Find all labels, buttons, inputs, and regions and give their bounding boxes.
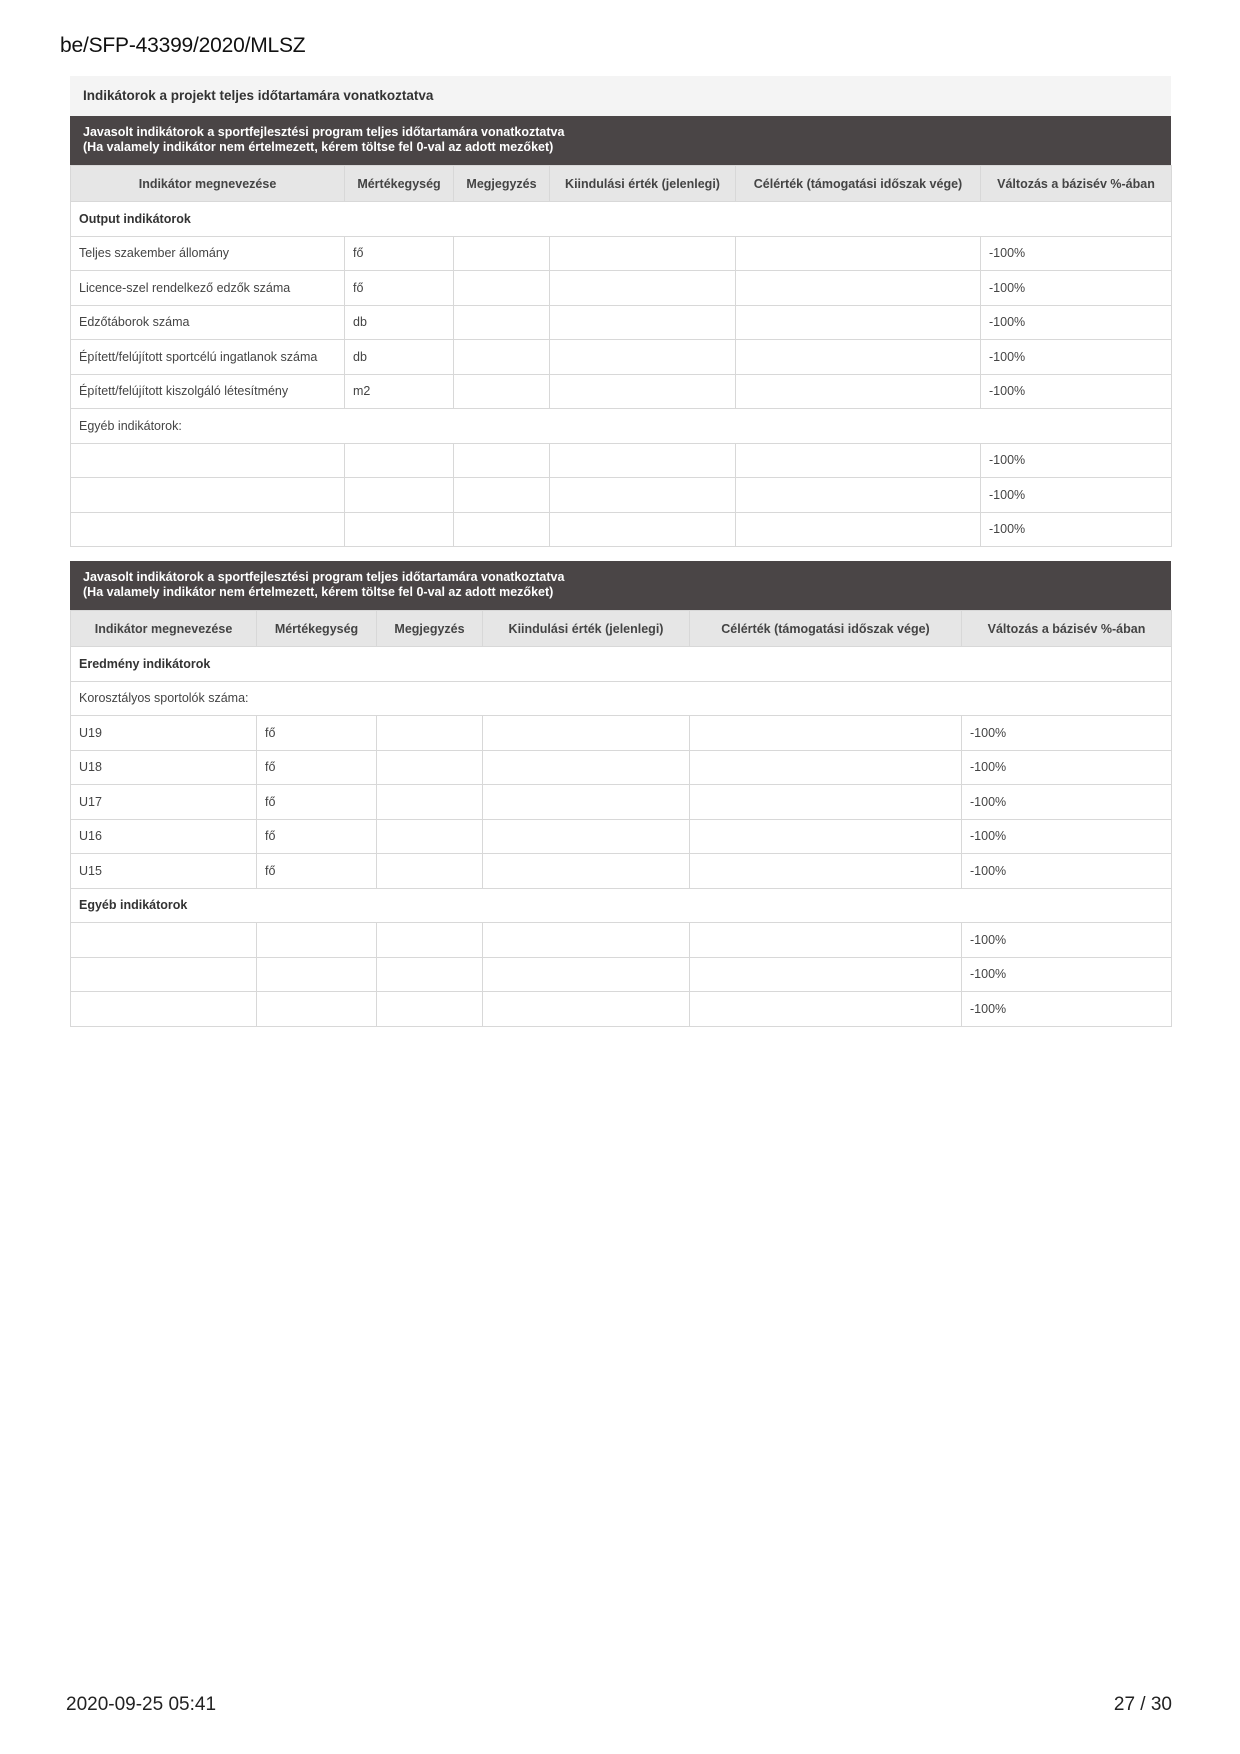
indicator-unit: fő [257, 716, 377, 751]
note-cell[interactable] [454, 512, 550, 547]
col-baseline: Kiindulási érték (jelenlegi) [550, 166, 736, 202]
indicator-name: Teljes szakember állomány [71, 236, 345, 271]
note-cell[interactable] [454, 271, 550, 306]
indicator-unit: fő [257, 785, 377, 820]
baseline-cell[interactable] [550, 340, 736, 375]
table-row [71, 819, 1172, 854]
table-row [71, 716, 1172, 751]
document-id: be/SFP-43399/2020/MLSZ [60, 34, 306, 57]
baseline-cell[interactable] [550, 443, 736, 478]
change-cell: -100% [981, 271, 1172, 306]
target-cell[interactable] [690, 854, 962, 889]
table-header-row [71, 166, 1172, 202]
group-result-label: Eredmény indikátorok [71, 647, 1172, 682]
change-cell: -100% [981, 512, 1172, 547]
table-row [71, 340, 1172, 375]
target-cell[interactable] [736, 305, 981, 340]
indicator-name-cell[interactable] [71, 512, 345, 547]
indicator-name: U18 [71, 750, 257, 785]
table2-header-line2: (Ha valamely indikátor nem értelmezett, kérem töltse fel 0-val az adott mezőket) [83, 585, 554, 599]
baseline-cell[interactable] [483, 992, 690, 1027]
indicator-unit-cell[interactable] [345, 478, 454, 513]
baseline-cell[interactable] [483, 957, 690, 992]
baseline-cell[interactable] [550, 374, 736, 409]
note-cell[interactable] [454, 236, 550, 271]
baseline-cell[interactable] [550, 305, 736, 340]
baseline-cell[interactable] [483, 716, 690, 751]
indicator-name: Edzőtáborok száma [71, 305, 345, 340]
table-row [71, 512, 1172, 547]
col-baseline: Kiindulási érték (jelenlegi) [483, 611, 690, 647]
target-cell[interactable] [736, 236, 981, 271]
table-row [71, 374, 1172, 409]
result-indicators-table [70, 610, 1172, 1027]
note-cell[interactable] [377, 819, 483, 854]
table-row [71, 478, 1172, 513]
group-row [71, 409, 1172, 444]
change-cell: -100% [981, 236, 1172, 271]
table-gap [70, 547, 1171, 561]
baseline-cell[interactable] [483, 750, 690, 785]
table-row [71, 271, 1172, 306]
table-row [71, 992, 1172, 1027]
indicator-name-cell[interactable] [71, 992, 257, 1027]
subgroup-label: Korosztályos sportolók száma: [71, 681, 1172, 716]
baseline-cell[interactable] [483, 785, 690, 820]
indicator-name: U16 [71, 819, 257, 854]
table-row [71, 957, 1172, 992]
indicator-unit-cell[interactable] [257, 923, 377, 958]
indicator-name-cell[interactable] [71, 443, 345, 478]
table-row [71, 305, 1172, 340]
indicator-unit-cell[interactable] [345, 443, 454, 478]
change-cell: -100% [962, 992, 1172, 1027]
col-change: Változás a bázisév %-ában [962, 611, 1172, 647]
change-cell: -100% [962, 750, 1172, 785]
target-cell[interactable] [736, 374, 981, 409]
baseline-cell[interactable] [483, 923, 690, 958]
col-name: Indikátor megnevezése [71, 611, 257, 647]
note-cell[interactable] [454, 340, 550, 375]
section-title: Indikátorok a projekt teljes időtartamára vonatkoztatva [70, 76, 1171, 116]
target-cell[interactable] [690, 923, 962, 958]
target-cell[interactable] [736, 478, 981, 513]
baseline-cell[interactable] [550, 478, 736, 513]
indicator-unit: fő [345, 236, 454, 271]
group-other-label: Egyéb indikátorok [71, 888, 1172, 923]
change-cell: -100% [962, 923, 1172, 958]
table-row [71, 443, 1172, 478]
note-cell[interactable] [377, 992, 483, 1027]
output-indicators-table [70, 165, 1172, 547]
indicator-unit: fő [345, 271, 454, 306]
table2-header [70, 561, 1171, 610]
indicators-content [70, 76, 1171, 1027]
baseline-cell[interactable] [550, 236, 736, 271]
table-row [71, 785, 1172, 820]
table-row [71, 923, 1172, 958]
indicator-unit: fő [257, 750, 377, 785]
indicator-name: Épített/felújított sportcélú ingatlanok száma [71, 340, 345, 375]
indicator-name: U15 [71, 854, 257, 889]
group-row [71, 647, 1172, 682]
note-cell[interactable] [377, 854, 483, 889]
indicator-name: U17 [71, 785, 257, 820]
col-change: Változás a bázisév %-ában [981, 166, 1172, 202]
indicator-name: U19 [71, 716, 257, 751]
table2-header-line1: Javasolt indikátorok a sportfejlesztési program teljes időtartamára vonatkoztatva [83, 570, 565, 584]
group-row [71, 888, 1172, 923]
baseline-cell[interactable] [550, 512, 736, 547]
table1-header-line2: (Ha valamely indikátor nem értelmezett, kérem töltse fel 0-val az adott mezőket) [83, 140, 554, 154]
change-cell: -100% [981, 305, 1172, 340]
change-cell: -100% [962, 785, 1172, 820]
indicator-name: Épített/felújított kiszolgáló létesítmény [71, 374, 345, 409]
target-cell[interactable] [690, 716, 962, 751]
col-note: Megjegyzés [377, 611, 483, 647]
indicator-unit: fő [257, 819, 377, 854]
col-unit: Mértékegység [345, 166, 454, 202]
target-cell[interactable] [736, 512, 981, 547]
target-cell[interactable] [736, 340, 981, 375]
indicator-name-cell[interactable] [71, 957, 257, 992]
group-row [71, 202, 1172, 237]
col-target: Célérték (támogatási időszak vége) [690, 611, 962, 647]
change-cell: -100% [962, 716, 1172, 751]
note-cell[interactable] [377, 957, 483, 992]
group-other-label: Egyéb indikátorok: [71, 409, 1172, 444]
change-cell: -100% [981, 443, 1172, 478]
footer-timestamp: 2020-09-25 05:41 [66, 1694, 217, 1715]
change-cell: -100% [981, 478, 1172, 513]
note-cell[interactable] [454, 374, 550, 409]
change-cell: -100% [981, 340, 1172, 375]
indicator-unit: fő [257, 854, 377, 889]
note-cell[interactable] [454, 478, 550, 513]
target-cell[interactable] [690, 819, 962, 854]
col-name: Indikátor megnevezése [71, 166, 345, 202]
baseline-cell[interactable] [483, 819, 690, 854]
table-row [71, 750, 1172, 785]
target-cell[interactable] [690, 957, 962, 992]
note-cell[interactable] [377, 750, 483, 785]
table-row [71, 236, 1172, 271]
target-cell[interactable] [690, 992, 962, 1027]
change-cell: -100% [962, 819, 1172, 854]
table-header-row [71, 611, 1172, 647]
indicator-unit-cell[interactable] [257, 992, 377, 1027]
target-cell[interactable] [690, 785, 962, 820]
change-cell: -100% [981, 374, 1172, 409]
baseline-cell[interactable] [483, 854, 690, 889]
change-cell: -100% [962, 957, 1172, 992]
group-output-label: Output indikátorok [71, 202, 1172, 237]
note-cell[interactable] [454, 305, 550, 340]
col-unit: Mértékegység [257, 611, 377, 647]
indicator-unit-cell[interactable] [345, 512, 454, 547]
col-note: Megjegyzés [454, 166, 550, 202]
note-cell[interactable] [377, 785, 483, 820]
baseline-cell[interactable] [550, 271, 736, 306]
table1-header-line1: Javasolt indikátorok a sportfejlesztési program teljes időtartamára vonatkoztatva [83, 125, 565, 139]
table1-header [70, 116, 1171, 165]
col-target: Célérték (támogatási időszak vége) [736, 166, 981, 202]
indicator-name: Licence-szel rendelkező edzők száma [71, 271, 345, 306]
indicator-unit: m2 [345, 374, 454, 409]
subgroup-row [71, 681, 1172, 716]
indicator-name-cell[interactable] [71, 923, 257, 958]
target-cell[interactable] [690, 750, 962, 785]
table-row [71, 854, 1172, 889]
note-cell[interactable] [377, 923, 483, 958]
indicator-unit-cell[interactable] [257, 957, 377, 992]
change-cell: -100% [962, 854, 1172, 889]
footer-page-number: 27 / 30 [1113, 1694, 1172, 1715]
target-cell[interactable] [736, 271, 981, 306]
indicator-unit: db [345, 305, 454, 340]
target-cell[interactable] [736, 443, 981, 478]
note-cell[interactable] [454, 443, 550, 478]
indicator-name-cell[interactable] [71, 478, 345, 513]
indicator-unit: db [345, 340, 454, 375]
note-cell[interactable] [377, 716, 483, 751]
